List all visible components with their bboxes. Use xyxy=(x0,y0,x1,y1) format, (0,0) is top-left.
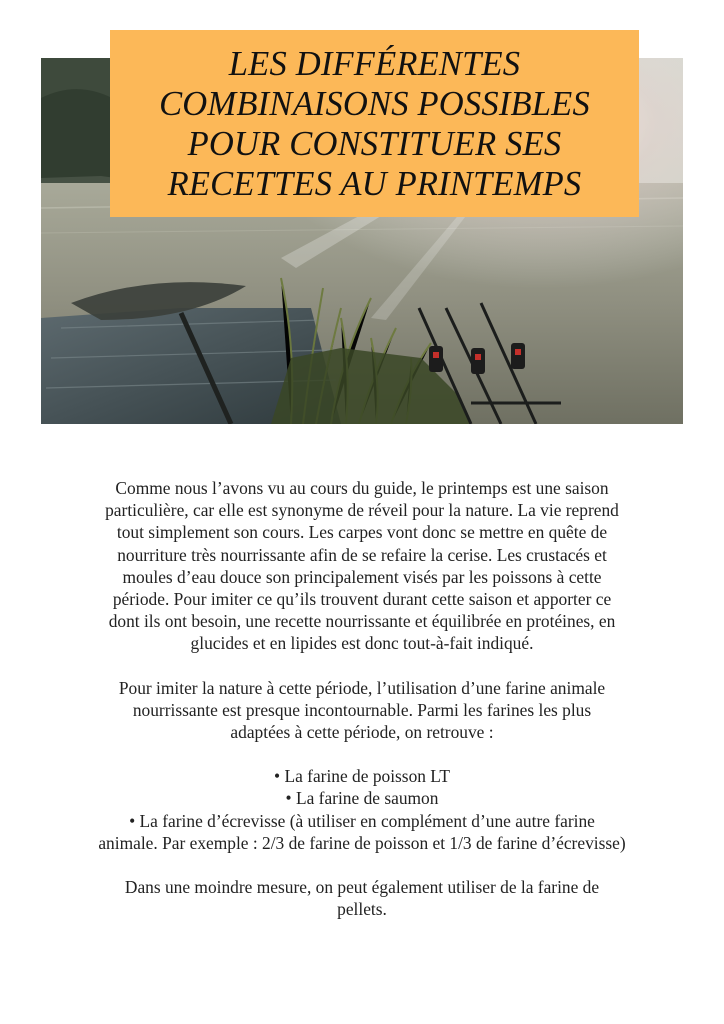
text-line: adaptées à cette période, on retrouve : xyxy=(230,722,494,743)
text-line: moules d’eau douce son principalement visés par les poissons à cette xyxy=(122,566,602,587)
page-title-line-1: LES DIFFÉRENTES xyxy=(228,44,521,83)
paragraph-pellets xyxy=(32,876,692,920)
list-item: • La farine de saumon xyxy=(285,788,439,809)
text-line: Comme nous l’avons vu au cours du guide, le printemps est une saison xyxy=(115,478,609,498)
text-line: pellets. xyxy=(337,899,387,920)
page-title-line-4: RECETTES AU PRINTEMPS xyxy=(167,164,582,203)
title-box xyxy=(110,30,639,217)
text-line: Pour imiter la nature à cette période, l’utilisation d’une farine animale xyxy=(118,677,606,698)
text-line: nourrissante est presque incontournable. Parmi les farines les plus xyxy=(132,699,592,720)
text-line: période. Pour imiter ce qu’ils trouvent durant cette saison et apporter ce xyxy=(112,589,612,610)
list-item: animale. Par exemple : 2/3 de farine de poisson et 1/3 de farine d’écrevisse) xyxy=(98,832,626,853)
text-line: Dans une moindre mesure, on peut également utiliser de la farine de xyxy=(124,877,600,898)
page-title-line-2: COMBINAISONS POSSIBLES xyxy=(159,84,590,123)
flour-list xyxy=(32,765,692,854)
text-line: tout simplement son cours. Les carpes vont donc se mettre en quête de xyxy=(116,522,608,543)
text-line: glucides et en lipides est donc tout-à-fait indiqué. xyxy=(190,633,534,654)
paragraph-flour xyxy=(32,677,692,744)
text-line: dont ils ont besoin, une recette nourrissante et équilibrée en protéines, en xyxy=(108,611,616,632)
paragraph-intro xyxy=(32,477,692,655)
page-title-line-3: POUR CONSTITUER SES xyxy=(187,124,562,163)
text-line: nourriture très nourrissante afin de se refaire la cerise. Les crustacés et xyxy=(117,544,607,565)
list-item: • La farine d’écrevisse (à utiliser en complément d’une autre farine xyxy=(129,810,595,831)
list-item: • La farine de poisson LT xyxy=(274,766,450,787)
body-text xyxy=(32,477,692,920)
text-line: particulière, car elle est synonyme de réveil pour la nature. La vie reprend xyxy=(105,500,619,521)
